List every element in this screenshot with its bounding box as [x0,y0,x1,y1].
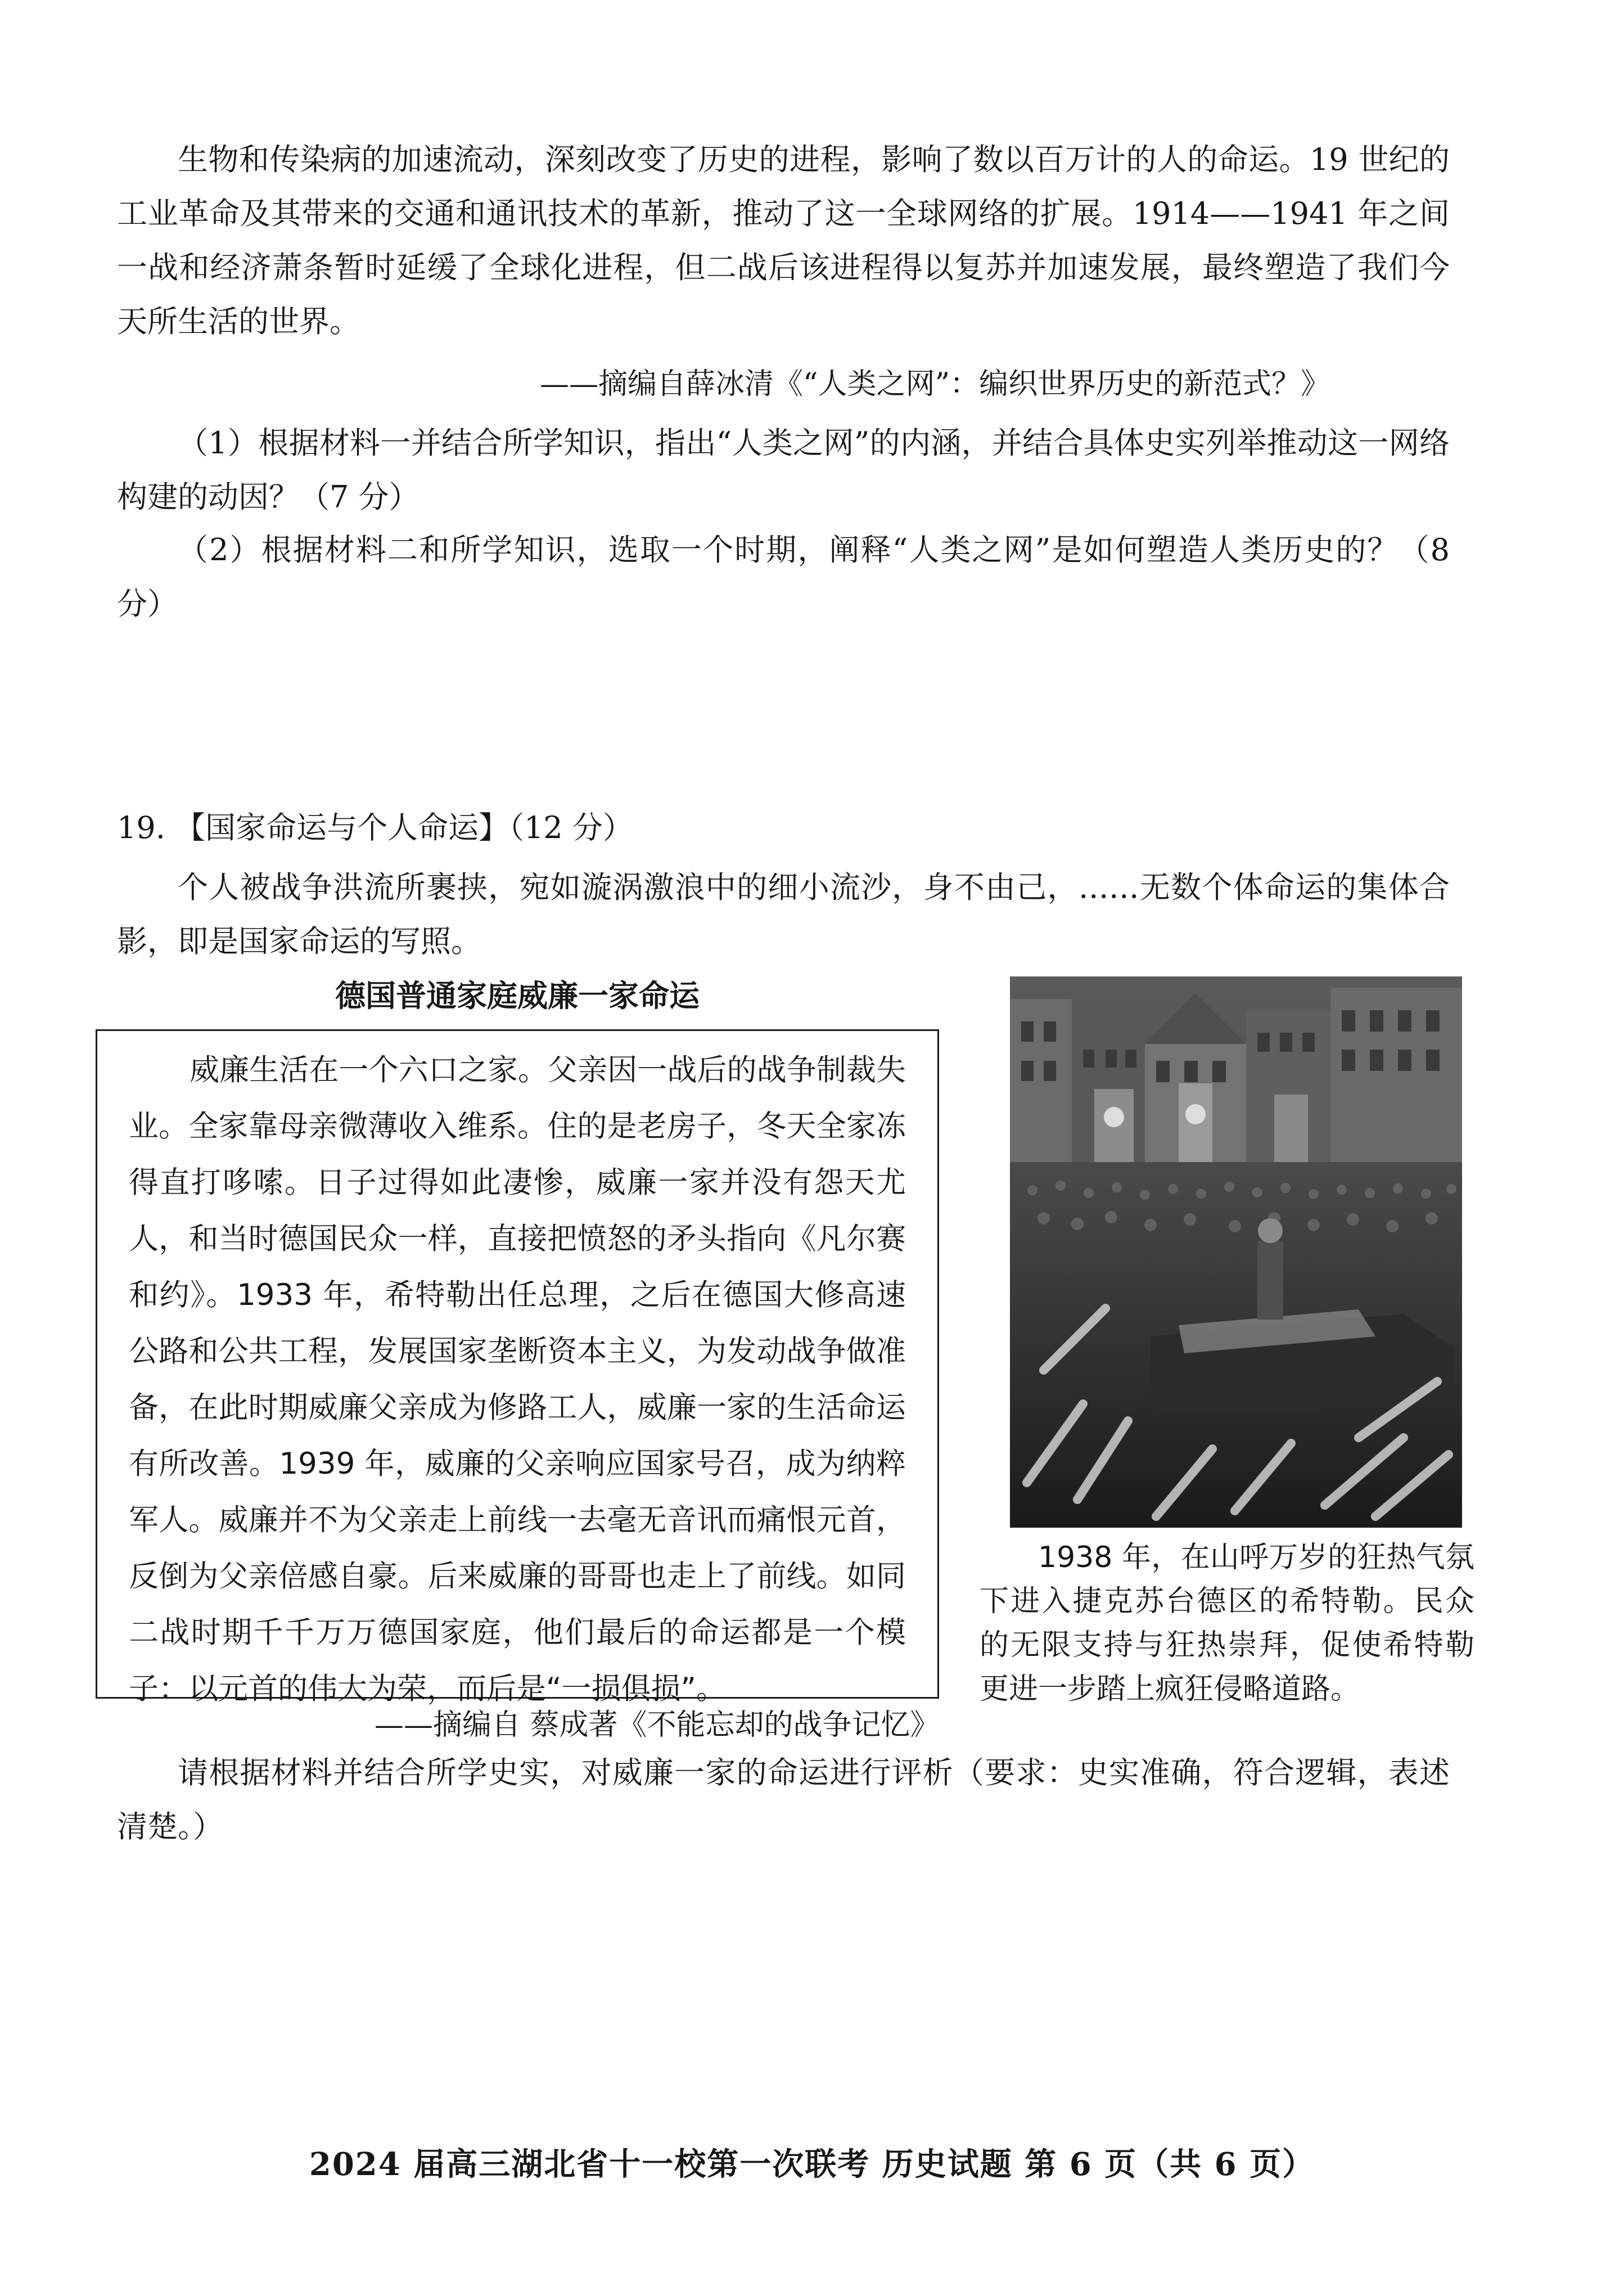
question-19-intro: 个人被战争洪流所裹挟，宛如漩涡激浪中的细小流沙，身不由己，……无数个体命运的集体合影，即是国家命运的写照。 [117,870,1450,959]
question-19-task: 请根据材料并结合所学史实，对威廉一家的命运进行评析（要求：史实准确，符合逻辑，表述清楚。） [117,1755,1450,1844]
question-18-part-2: （2）根据材料二和所学知识，选取一个时期，阐释“人类之网”是如何塑造人类历史的？（8 分） [117,532,1450,622]
story-box-source: ——摘编自 蔡成著《不能忘却的战争记忆》 [375,1708,940,1742]
story-box [96,1029,939,1706]
photo-caption: 1938 年，在山呼万岁的狂热气氛下进入捷克苏台德区的希特勒。民众的无限支持与狂热崇拜，促使希特勒更进一步踏上疯狂侵略道路。 [980,1541,1474,1706]
material-two-paragraph: 生物和传染病的加速流动，深刻改变了历史的进程，影响了数以百万计的人的命运。19 世纪的工业革命及其带来的交通和通讯技术的革新，推动了这一全球网络的扩展。1914——1941 年之间一战和经济萧条暂时延缓了全球化进程，但二战后该进程得以复苏并加速发展，最终塑造了我们今天所生活的世界。 [117,142,1450,339]
material-two-source: ——摘编自薛冰清《“人类之网”：编织世界历史的新范式？》 [540,367,1330,401]
historical-photo [1010,976,1462,1528]
question-19-heading: 19. 【国家命运与个人命运】（12 分） [117,810,633,845]
crowd-photo-illustration [1010,976,1462,1528]
story-box-text: 威廉生活在一个六口之家。父亲因一战后的战争制裁失业。全家靠母亲微薄收入维系。住的是老房子，冬天全家冻得直打哆嗦。日子过得如此凄惨，威廉一家并没有怨天尤人，和当时德国民众一样，直接把愤怒的矛头指向《凡尔赛和约》。1933 年，希特勒出任总理，之后在德国大修高速公路和公共工程，发展国家垄断资本主义，为发动战争做准备，在此时期威廉父亲成为修路工人，威廉一家的生活命运有所改善。1939 年，威廉的父亲响应国家号召，成为纳粹军人。威廉并不为父亲走上前线一去毫无音讯而痛恨元首，反倒为父亲倍感自豪。后来威廉的哥哥也走上了前线。如同二战时期千千万万德国家庭，他们最后的命运都是一个模子：以元首的伟大为荣，而后是“一损俱损”。 [129,1053,906,1706]
question-18-part-1: （1）根据材料一并结合所学知识，指出“人类之网”的内涵，并结合具体史实列举推动这一网络构建的动因？（7 分） [117,425,1450,515]
page-footer: 2024 届高三湖北省十一校第一次联考 历史试题 第 6 页（共 6 页） [309,2146,1315,2183]
story-box-title: 德国普通家庭威廉一家命运 [335,978,700,1014]
